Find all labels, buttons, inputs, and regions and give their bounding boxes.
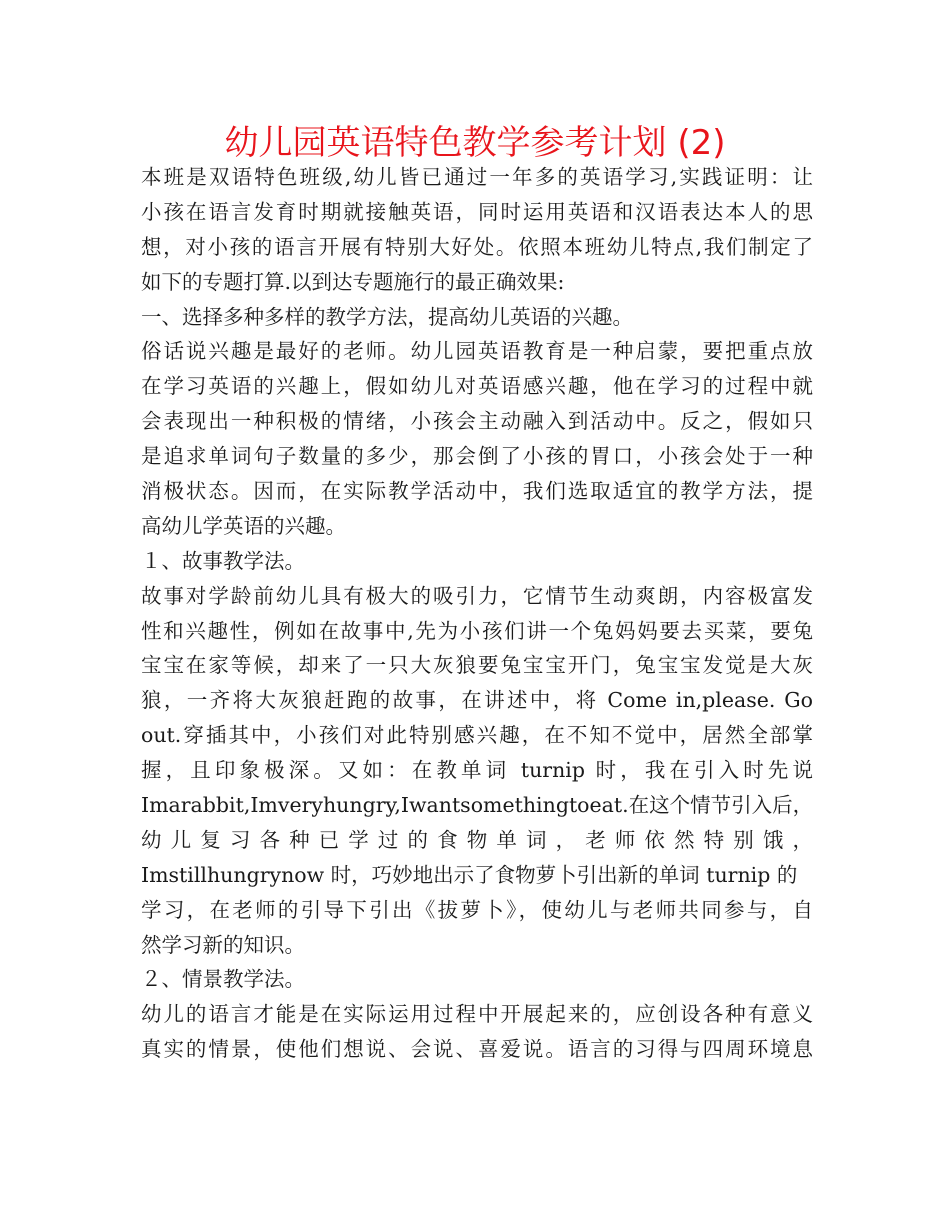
subsection-heading: ２、情景教学法。 — [141, 967, 305, 992]
paragraph-line: 想，对小孩的语言开展有特别大好处。依照本班幼儿特点,我们制定了 — [141, 234, 813, 259]
paragraph-line: 高幼儿学英语的兴趣。 — [141, 513, 346, 538]
paragraph-line: 消极状态。因而，在实际教学活动中，我们选取适宜的教学方法，提 — [141, 479, 813, 504]
paragraph-line: 宝宝在家等候，却来了一只大灰狼要兔宝宝开门，兔宝宝发觉是大灰 — [141, 653, 813, 678]
paragraph-line: 本班是双语特色班级,幼儿皆已通过一年多的英语学习,实践证明：让 — [141, 165, 813, 189]
paragraph-line: 幼儿复习各种已学过的食物单词，老师依然特别饿， — [141, 827, 813, 852]
section-heading: 一、选择多种多样的教学方法，提高幼儿英语的兴趣。 — [141, 304, 633, 329]
paragraph-line: 故事对学龄前幼儿具有极大的吸引力，它情节生动爽朗，内容极富发 — [141, 583, 813, 608]
paragraph-line: 握，且印象极深。又如：在教单词 turnip 时，我在引入时先说 — [141, 758, 813, 783]
paragraph-line: 性和兴趣性，例如在故事中,先为小孩们讲一个兔妈妈要去买菜，要兔 — [141, 618, 813, 643]
subsection-heading: １、故事教学法。 — [141, 548, 305, 573]
paragraph-line: 会表现出一种积极的情绪，小孩会主动融入到活动中。反之，假如只 — [141, 409, 813, 434]
paragraph-line: 真实的情景，使他们想说、会说、喜爱说。语言的习得与四周环境息 — [141, 1037, 813, 1062]
paragraph-line: 是追求单词句子数量的多少，那会倒了小孩的胃口，小孩会处于一种 — [141, 444, 813, 469]
paragraph-line: 在学习英语的兴趣上，假如幼儿对英语感兴趣，他在学习的过程中就 — [141, 374, 813, 399]
paragraph-line: out.穿插其中，小孩们对此特别感兴趣，在不知不觉中，居然全部掌 — [141, 723, 813, 748]
paragraph-line: 学习，在老师的引导下引出《拔萝卜》，使幼儿与老师共同参与，自 — [141, 897, 813, 922]
paragraph-line: 然学习新的知识。 — [141, 932, 305, 957]
paragraph-line: 小孩在语言发育时期就接触英语，同时运用英语和汉语表达本人的思 — [141, 199, 813, 224]
paragraph-line: Imstillhungrynow 时，巧妙地出示了食物萝卜引出新的单词 turnip 的 — [141, 862, 798, 887]
paragraph-line: Imarabbit,Imveryhungry,Iwantsomethingtoeat.在这个情节引入后， — [141, 793, 813, 818]
paragraph-line: 狼，一齐将大灰狼赶跑的故事，在讲述中，将 Come in,please. Go — [141, 688, 813, 713]
paragraph-line: 俗话说兴趣是最好的老师。幼儿园英语教育是一种启蒙，要把重点放 — [141, 339, 813, 364]
document-body — [141, 160, 813, 1067]
paragraph-line: 幼儿的语言才能是在实际运用过程中开展起来的，应创设各种有意义 — [141, 1002, 813, 1027]
document-title: 幼儿园英语特色教学参考计划 (2) — [224, 123, 726, 163]
paragraph-line: 如下的专题打算.以到达专题施行的最正确效果: — [141, 269, 565, 294]
